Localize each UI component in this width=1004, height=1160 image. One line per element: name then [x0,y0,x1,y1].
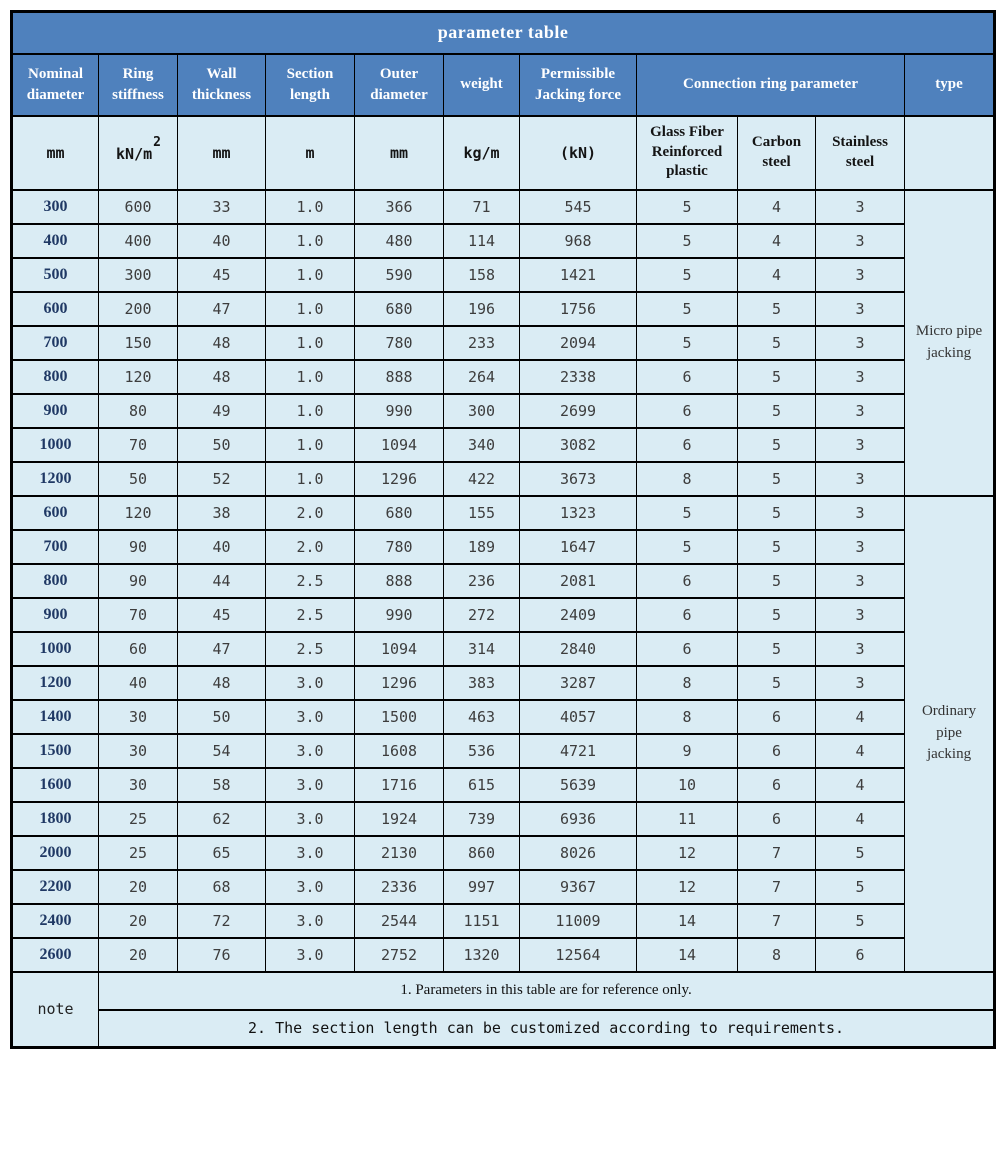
cell-outer-diameter: 2336 [355,870,444,904]
cell-jacking-force: 1647 [520,530,637,564]
cell-stainless-steel: 5 [816,870,905,904]
cell-nominal-diameter: 700 [12,326,99,360]
cell-stainless-steel: 3 [816,462,905,496]
cell-stainless-steel: 3 [816,598,905,632]
cell-outer-diameter: 990 [355,394,444,428]
cell-section-length: 3.0 [266,700,355,734]
col-header-jacking-force: Permissible Jacking force [520,54,637,116]
cell-wall-thickness: 62 [178,802,266,836]
cell-wall-thickness: 65 [178,836,266,870]
cell-stainless-steel: 3 [816,564,905,598]
cell-section-length: 1.0 [266,326,355,360]
unit-weight: kg/m [444,116,520,190]
cell-section-length: 3.0 [266,802,355,836]
cell-section-length: 1.0 [266,360,355,394]
subheader-carbon-steel [738,116,816,190]
cell-outer-diameter: 1500 [355,700,444,734]
cell-outer-diameter: 2752 [355,938,444,972]
cell-ring-stiffness: 20 [99,870,178,904]
cell-weight: 158 [444,258,520,292]
unit-jacking-force: (kN) [520,116,637,190]
cell-carbon-steel: 5 [738,530,816,564]
cell-section-length: 3.0 [266,938,355,972]
cell-ring-stiffness: 300 [99,258,178,292]
table-row [12,496,995,530]
cell-stainless-steel: 3 [816,326,905,360]
cell-weight: 272 [444,598,520,632]
cell-outer-diameter: 888 [355,564,444,598]
cell-nominal-diameter: 1500 [12,734,99,768]
cell-jacking-force: 4721 [520,734,637,768]
cell-wall-thickness: 68 [178,870,266,904]
unit-ring-stiffness-base: kN/m [116,145,153,163]
cell-carbon-steel: 7 [738,836,816,870]
cell-nominal-diameter: 400 [12,224,99,258]
cell-section-length: 2.5 [266,632,355,666]
cell-outer-diameter: 780 [355,530,444,564]
cell-jacking-force: 6936 [520,802,637,836]
cell-outer-diameter: 780 [355,326,444,360]
cell-jacking-force: 3287 [520,666,637,700]
cell-carbon-steel: 5 [738,666,816,700]
cell-section-length: 2.5 [266,598,355,632]
table-row [12,360,995,394]
cell-wall-thickness: 47 [178,292,266,326]
cell-jacking-force: 4057 [520,700,637,734]
cell-weight: 236 [444,564,520,598]
table-row [12,564,995,598]
unit-row [12,116,995,190]
table-row [12,666,995,700]
cell-glass-fiber: 8 [637,666,738,700]
cell-nominal-diameter: 1400 [12,700,99,734]
cell-wall-thickness: 50 [178,428,266,462]
cell-glass-fiber: 6 [637,428,738,462]
cell-weight: 422 [444,462,520,496]
cell-wall-thickness: 54 [178,734,266,768]
cell-glass-fiber: 6 [637,632,738,666]
cell-nominal-diameter: 800 [12,564,99,598]
cell-nominal-diameter: 1000 [12,428,99,462]
unit-ring-stiffness-exponent: 2 [153,135,161,150]
cell-weight: 114 [444,224,520,258]
cell-section-length: 1.0 [266,258,355,292]
cell-stainless-steel: 3 [816,428,905,462]
cell-weight: 615 [444,768,520,802]
cell-jacking-force: 2699 [520,394,637,428]
cell-glass-fiber: 8 [637,700,738,734]
cell-glass-fiber: 6 [637,394,738,428]
cell-weight: 739 [444,802,520,836]
table-body [12,190,995,972]
col-header-ring-stiffness: Ring stiffness [99,54,178,116]
cell-ring-stiffness: 40 [99,666,178,700]
unit-type-empty-cell [905,116,995,190]
cell-ring-stiffness: 20 [99,904,178,938]
cell-weight: 1320 [444,938,520,972]
subheader-carbon-steel-label: Carbon steel [751,134,802,170]
cell-ring-stiffness: 25 [99,802,178,836]
cell-stainless-steel: 5 [816,836,905,870]
cell-wall-thickness: 48 [178,360,266,394]
cell-weight: 189 [444,530,520,564]
cell-carbon-steel: 5 [738,632,816,666]
cell-stainless-steel: 3 [816,632,905,666]
col-header-nominal-diameter: Nominal diameter [12,54,99,116]
cell-stainless-steel: 3 [816,292,905,326]
note-label: note [12,972,99,1048]
cell-jacking-force: 11009 [520,904,637,938]
cell-glass-fiber: 6 [637,360,738,394]
cell-ring-stiffness: 70 [99,428,178,462]
cell-jacking-force: 2338 [520,360,637,394]
cell-wall-thickness: 50 [178,700,266,734]
subheader-stainless-steel-label: Stainless steel [832,134,888,170]
cell-outer-diameter: 1716 [355,768,444,802]
cell-section-length: 3.0 [266,870,355,904]
cell-outer-diameter: 480 [355,224,444,258]
cell-outer-diameter: 2544 [355,904,444,938]
table-row [12,258,995,292]
cell-section-length: 1.0 [266,292,355,326]
cell-outer-diameter: 1296 [355,666,444,700]
cell-wall-thickness: 48 [178,666,266,700]
cell-jacking-force: 2409 [520,598,637,632]
cell-section-length: 2.5 [266,564,355,598]
table-row [12,462,995,496]
subheader-stainless-steel [816,116,905,190]
cell-ring-stiffness: 30 [99,734,178,768]
note-line-1: 1. Parameters in this table are for reference only. [99,972,995,1010]
table-row [12,836,995,870]
cell-stainless-steel: 3 [816,666,905,700]
table-row [12,938,995,972]
cell-jacking-force: 12564 [520,938,637,972]
cell-stainless-steel: 4 [816,700,905,734]
cell-carbon-steel: 4 [738,190,816,224]
cell-section-length: 3.0 [266,904,355,938]
cell-carbon-steel: 6 [738,700,816,734]
cell-glass-fiber: 14 [637,938,738,972]
table-row [12,768,995,802]
title-row [12,12,995,54]
cell-carbon-steel: 6 [738,802,816,836]
cell-ring-stiffness: 20 [99,938,178,972]
cell-wall-thickness: 38 [178,496,266,530]
cell-stainless-steel: 3 [816,224,905,258]
pipe-type-cell: Ordinary pipe jacking [905,496,995,972]
cell-nominal-diameter: 1800 [12,802,99,836]
cell-weight: 264 [444,360,520,394]
cell-section-length: 1.0 [266,394,355,428]
cell-glass-fiber: 12 [637,870,738,904]
cell-jacking-force: 8026 [520,836,637,870]
cell-stainless-steel: 3 [816,394,905,428]
cell-carbon-steel: 5 [738,394,816,428]
cell-section-length: 1.0 [266,190,355,224]
cell-carbon-steel: 5 [738,360,816,394]
cell-stainless-steel: 5 [816,904,905,938]
unit-nominal-diameter: mm [12,116,99,190]
cell-glass-fiber: 9 [637,734,738,768]
cell-wall-thickness: 40 [178,530,266,564]
cell-ring-stiffness: 120 [99,360,178,394]
cell-ring-stiffness: 70 [99,598,178,632]
cell-weight: 233 [444,326,520,360]
cell-ring-stiffness: 50 [99,462,178,496]
cell-ring-stiffness: 25 [99,836,178,870]
cell-glass-fiber: 8 [637,462,738,496]
cell-stainless-steel: 3 [816,496,905,530]
cell-outer-diameter: 1924 [355,802,444,836]
cell-wall-thickness: 45 [178,258,266,292]
cell-wall-thickness: 58 [178,768,266,802]
cell-outer-diameter: 1608 [355,734,444,768]
table-row [12,530,995,564]
cell-glass-fiber: 5 [637,224,738,258]
cell-nominal-diameter: 2400 [12,904,99,938]
cell-ring-stiffness: 150 [99,326,178,360]
cell-section-length: 1.0 [266,428,355,462]
cell-carbon-steel: 4 [738,258,816,292]
cell-stainless-steel: 6 [816,938,905,972]
table-row [12,734,995,768]
cell-jacking-force: 2094 [520,326,637,360]
cell-section-length: 3.0 [266,768,355,802]
cell-jacking-force: 3673 [520,462,637,496]
cell-ring-stiffness: 120 [99,496,178,530]
cell-nominal-diameter: 2200 [12,870,99,904]
cell-section-length: 3.0 [266,666,355,700]
cell-ring-stiffness: 80 [99,394,178,428]
note-section [12,972,995,1048]
table-row [12,598,995,632]
table-row [12,326,995,360]
cell-jacking-force: 545 [520,190,637,224]
cell-nominal-diameter: 800 [12,360,99,394]
cell-carbon-steel: 8 [738,938,816,972]
parameter-table [10,10,996,1049]
cell-outer-diameter: 2130 [355,836,444,870]
table-row [12,632,995,666]
cell-section-length: 2.0 [266,530,355,564]
cell-section-length: 3.0 [266,734,355,768]
pipe-type-cell: Micro pipe jacking [905,190,995,496]
cell-glass-fiber: 5 [637,258,738,292]
cell-nominal-diameter: 700 [12,530,99,564]
cell-outer-diameter: 680 [355,496,444,530]
table-row [12,428,995,462]
cell-jacking-force: 5639 [520,768,637,802]
cell-jacking-force: 1421 [520,258,637,292]
cell-wall-thickness: 47 [178,632,266,666]
cell-weight: 314 [444,632,520,666]
cell-glass-fiber: 10 [637,768,738,802]
cell-wall-thickness: 48 [178,326,266,360]
cell-nominal-diameter: 2600 [12,938,99,972]
cell-weight: 340 [444,428,520,462]
cell-nominal-diameter: 900 [12,394,99,428]
cell-stainless-steel: 3 [816,258,905,292]
cell-nominal-diameter: 600 [12,292,99,326]
cell-stainless-steel: 3 [816,530,905,564]
cell-ring-stiffness: 400 [99,224,178,258]
cell-weight: 383 [444,666,520,700]
note-row-2 [12,1010,995,1048]
cell-wall-thickness: 52 [178,462,266,496]
cell-glass-fiber: 6 [637,598,738,632]
cell-wall-thickness: 44 [178,564,266,598]
cell-stainless-steel: 4 [816,768,905,802]
cell-weight: 463 [444,700,520,734]
cell-glass-fiber: 12 [637,836,738,870]
cell-outer-diameter: 1296 [355,462,444,496]
cell-nominal-diameter: 1600 [12,768,99,802]
table-row [12,394,995,428]
cell-weight: 300 [444,394,520,428]
table-row [12,700,995,734]
cell-glass-fiber: 5 [637,190,738,224]
col-header-type: type [905,54,995,116]
col-header-wall-thickness: Wall thickness [178,54,266,116]
col-header-section-length: Section length [266,54,355,116]
cell-outer-diameter: 590 [355,258,444,292]
cell-jacking-force: 9367 [520,870,637,904]
cell-weight: 155 [444,496,520,530]
cell-outer-diameter: 366 [355,190,444,224]
cell-section-length: 1.0 [266,462,355,496]
cell-glass-fiber: 14 [637,904,738,938]
table-header [12,12,995,190]
header-row [12,54,995,116]
cell-carbon-steel: 5 [738,428,816,462]
note-line-2: 2. The section length can be customized according to requirements. [99,1010,995,1048]
cell-weight: 1151 [444,904,520,938]
cell-jacking-force: 1323 [520,496,637,530]
cell-nominal-diameter: 600 [12,496,99,530]
cell-carbon-steel: 5 [738,462,816,496]
cell-outer-diameter: 990 [355,598,444,632]
cell-jacking-force: 1756 [520,292,637,326]
cell-outer-diameter: 1094 [355,428,444,462]
cell-carbon-steel: 7 [738,870,816,904]
cell-jacking-force: 968 [520,224,637,258]
cell-glass-fiber: 11 [637,802,738,836]
table-title: parameter table [12,12,995,54]
cell-jacking-force: 3082 [520,428,637,462]
cell-nominal-diameter: 300 [12,190,99,224]
subheader-glass-fiber [637,116,738,190]
cell-glass-fiber: 5 [637,496,738,530]
cell-wall-thickness: 76 [178,938,266,972]
unit-ring-stiffness [99,116,178,190]
table-row [12,190,995,224]
cell-stainless-steel: 3 [816,360,905,394]
cell-glass-fiber: 6 [637,564,738,598]
cell-outer-diameter: 888 [355,360,444,394]
cell-section-length: 1.0 [266,224,355,258]
cell-stainless-steel: 4 [816,802,905,836]
cell-nominal-diameter: 900 [12,598,99,632]
cell-weight: 997 [444,870,520,904]
table-row [12,870,995,904]
cell-carbon-steel: 5 [738,564,816,598]
table-row [12,224,995,258]
cell-ring-stiffness: 60 [99,632,178,666]
cell-glass-fiber: 5 [637,326,738,360]
cell-carbon-steel: 6 [738,734,816,768]
cell-ring-stiffness: 30 [99,768,178,802]
cell-jacking-force: 2081 [520,564,637,598]
cell-weight: 860 [444,836,520,870]
col-header-outer-diameter: Outer diameter [355,54,444,116]
cell-ring-stiffness: 90 [99,564,178,598]
cell-outer-diameter: 1094 [355,632,444,666]
unit-wall-thickness: mm [178,116,266,190]
cell-wall-thickness: 40 [178,224,266,258]
cell-carbon-steel: 4 [738,224,816,258]
subheader-glass-fiber-label: Glass Fiber Reinforced plastic [650,124,724,180]
cell-carbon-steel: 5 [738,326,816,360]
cell-nominal-diameter: 1000 [12,632,99,666]
cell-nominal-diameter: 500 [12,258,99,292]
cell-jacking-force: 2840 [520,632,637,666]
cell-outer-diameter: 680 [355,292,444,326]
col-group-connection-ring: Connection ring parameter [637,54,905,116]
cell-weight: 196 [444,292,520,326]
unit-section-length: m [266,116,355,190]
cell-nominal-diameter: 1200 [12,666,99,700]
cell-wall-thickness: 33 [178,190,266,224]
cell-wall-thickness: 49 [178,394,266,428]
cell-wall-thickness: 45 [178,598,266,632]
cell-ring-stiffness: 600 [99,190,178,224]
cell-nominal-diameter: 2000 [12,836,99,870]
table-row [12,904,995,938]
table-row [12,292,995,326]
table-row [12,802,995,836]
cell-carbon-steel: 5 [738,598,816,632]
cell-wall-thickness: 72 [178,904,266,938]
cell-ring-stiffness: 200 [99,292,178,326]
cell-stainless-steel: 3 [816,190,905,224]
cell-carbon-steel: 6 [738,768,816,802]
cell-ring-stiffness: 30 [99,700,178,734]
note-row-1 [12,972,995,1010]
col-header-weight: weight [444,54,520,116]
cell-section-length: 2.0 [266,496,355,530]
cell-stainless-steel: 4 [816,734,905,768]
cell-weight: 71 [444,190,520,224]
cell-glass-fiber: 5 [637,530,738,564]
cell-nominal-diameter: 1200 [12,462,99,496]
cell-carbon-steel: 5 [738,496,816,530]
cell-carbon-steel: 5 [738,292,816,326]
cell-weight: 536 [444,734,520,768]
unit-outer-diameter: mm [355,116,444,190]
cell-section-length: 3.0 [266,836,355,870]
cell-carbon-steel: 7 [738,904,816,938]
cell-glass-fiber: 5 [637,292,738,326]
cell-ring-stiffness: 90 [99,530,178,564]
